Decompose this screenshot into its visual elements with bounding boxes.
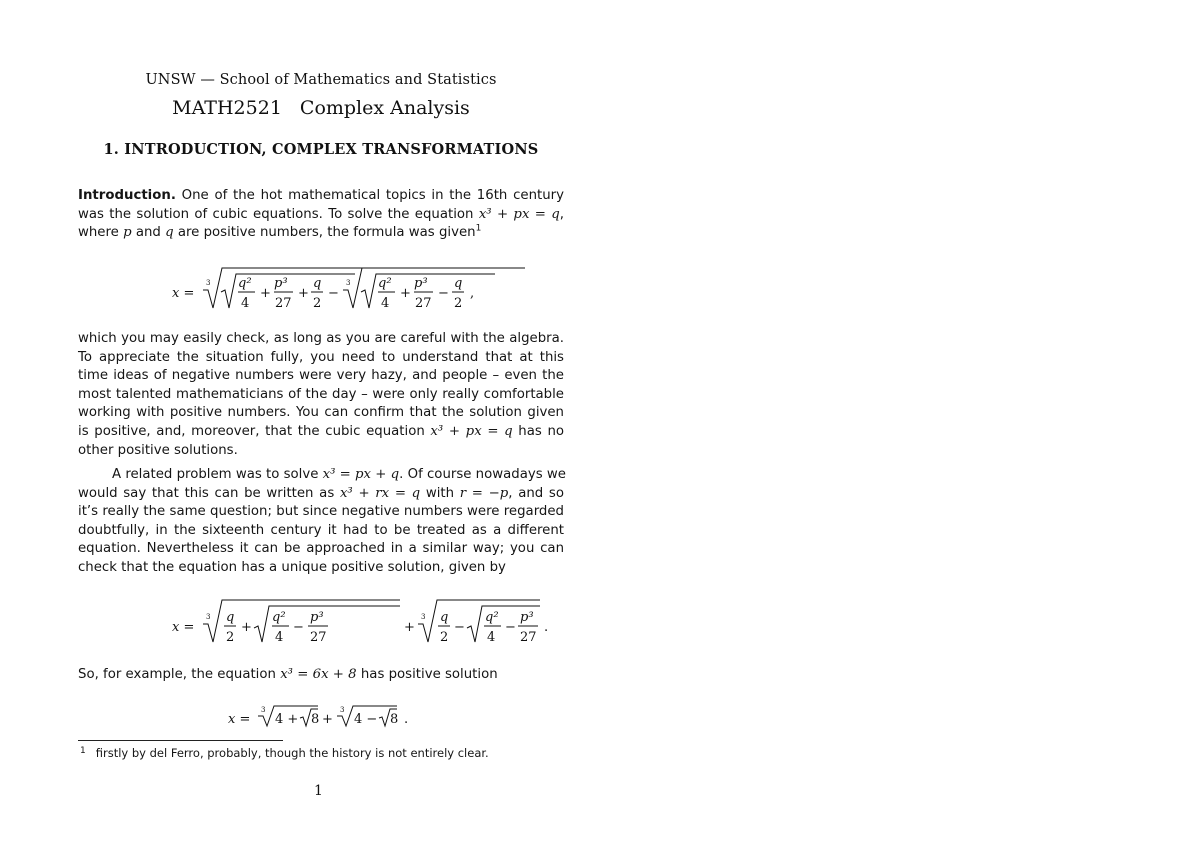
svg-text:+: + <box>260 286 271 301</box>
cube-index: 3 <box>206 279 211 287</box>
svg-text:27: 27 <box>520 630 537 645</box>
svg-text:−: − <box>293 620 304 635</box>
svg-text:,: , <box>470 286 475 301</box>
intro-line-1: Introduction. One of the hot mathematical topics in the 16th century <box>78 188 564 203</box>
svg-text:4 +: 4 + <box>275 712 299 727</box>
formula-related-svg <box>78 594 564 650</box>
svg-text:4: 4 <box>487 630 496 645</box>
intro-paragraph <box>78 187 564 243</box>
svg-text:8: 8 <box>311 712 320 727</box>
svg-text:2: 2 <box>440 630 449 645</box>
footnote-mark: 1 <box>80 746 86 756</box>
svg-text:x =: x = <box>228 712 251 727</box>
svg-text:3: 3 <box>421 613 426 621</box>
svg-text:3: 3 <box>261 706 266 714</box>
paragraph-historical-context: which you may easily check, as long as you are careful with the algebra. To appreciate the situation fully, you need to understand that at this time ideas of negative numbers were very hazy, and people – even the most talented mathematicians of the day – were only really comfortable working with positive numbers. You can confirm that the solution given is positive, and, moreover, that the cubic equation x³ + px = q has no other positive solutions. <box>78 331 565 458</box>
svg-text:27: 27 <box>310 630 327 645</box>
course-name: Complex Analysis <box>299 97 470 119</box>
svg-text:4: 4 <box>275 630 284 645</box>
svg-text:+: + <box>400 286 411 301</box>
footnote <box>80 746 489 760</box>
svg-text:3: 3 <box>206 613 211 621</box>
svg-text:q: q <box>313 276 322 291</box>
course-code: MATH2521 <box>172 97 282 119</box>
institution-line: UNSW — School of Mathematics and Statistics <box>145 72 497 88</box>
svg-text:p³: p³ <box>520 610 534 625</box>
svg-text:q: q <box>440 610 449 625</box>
svg-text:+: + <box>241 620 252 635</box>
svg-text:4 −: 4 − <box>354 712 378 727</box>
formula-cardano-svg <box>78 266 564 322</box>
svg-text:−: − <box>505 620 516 635</box>
svg-text:8: 8 <box>390 712 399 727</box>
formula-example-solution <box>78 700 564 732</box>
svg-text:q: q <box>454 276 463 291</box>
page-number: 1 <box>314 783 323 799</box>
svg-text:4: 4 <box>241 296 250 311</box>
footnote-rule <box>78 740 283 741</box>
formula-lhs: x = <box>172 286 195 301</box>
svg-text:+: + <box>322 712 333 727</box>
inline-equation: x³ = 6x + 8 <box>280 667 357 682</box>
intro-lead: Introduction. <box>78 188 176 203</box>
svg-text:q²: q² <box>485 610 499 625</box>
svg-text:.: . <box>544 620 549 635</box>
svg-text:p³: p³ <box>274 276 288 291</box>
svg-text:2: 2 <box>313 296 322 311</box>
svg-text:q: q <box>226 610 235 625</box>
svg-text:3: 3 <box>340 706 345 714</box>
formula-cardano <box>78 266 564 322</box>
intro-line-2: was the solution of cubic equations. To solve the equation x³ + px = q, <box>78 206 564 222</box>
footnote-text: firstly by del Ferro, probably, though the history is not entirely clear. <box>95 746 489 760</box>
svg-text:3: 3 <box>346 279 351 287</box>
paragraph-related-problem: A related problem was to solve x³ = px + q. Of course nowadays we would say that this can be written as x³ + rx = q with r = −p, and so it’s really the same question; but since negative numbers were regarded doubtfully, in the sixteenth century it had to be treated as a different equation. Nevertheless it can be approached in a similar way; you can check that the equation has a unique positive solution, given by <box>78 467 566 575</box>
svg-text:−: − <box>454 620 465 635</box>
paragraph-example: So, for example, the equation x³ = 6x + 8 has positive solution <box>78 667 498 682</box>
inline-equation: x³ + px = q <box>478 206 560 222</box>
svg-text:4: 4 <box>381 296 390 311</box>
chapter-title: 1. INTRODUCTION, COMPLEX TRANSFORMATIONS <box>103 141 539 158</box>
svg-text:q²: q² <box>272 610 286 625</box>
svg-text:q²: q² <box>238 276 252 291</box>
footnote-ref: 1 <box>475 223 482 234</box>
intro-line-3: where p and q are positive numbers, the formula was given$^1$ <box>78 223 482 241</box>
svg-text:+: + <box>404 620 415 635</box>
formula-example-svg <box>78 700 564 732</box>
formula-related-solution <box>78 594 564 650</box>
svg-text:x =: x = <box>172 620 195 635</box>
svg-text:−: − <box>328 286 339 301</box>
svg-text:+: + <box>298 286 309 301</box>
inline-equation: x³ + px = q <box>430 423 513 439</box>
svg-text:p³: p³ <box>310 610 324 625</box>
svg-text:.: . <box>404 712 409 727</box>
svg-text:2: 2 <box>226 630 235 645</box>
svg-text:27: 27 <box>275 296 292 311</box>
course-title <box>78 97 564 119</box>
svg-text:p³: p³ <box>414 276 428 291</box>
inline-equation: x³ = px + q <box>322 467 400 482</box>
svg-text:q²: q² <box>378 276 392 291</box>
svg-text:−: − <box>438 286 449 301</box>
svg-text:27: 27 <box>415 296 432 311</box>
svg-text:2: 2 <box>454 296 463 311</box>
